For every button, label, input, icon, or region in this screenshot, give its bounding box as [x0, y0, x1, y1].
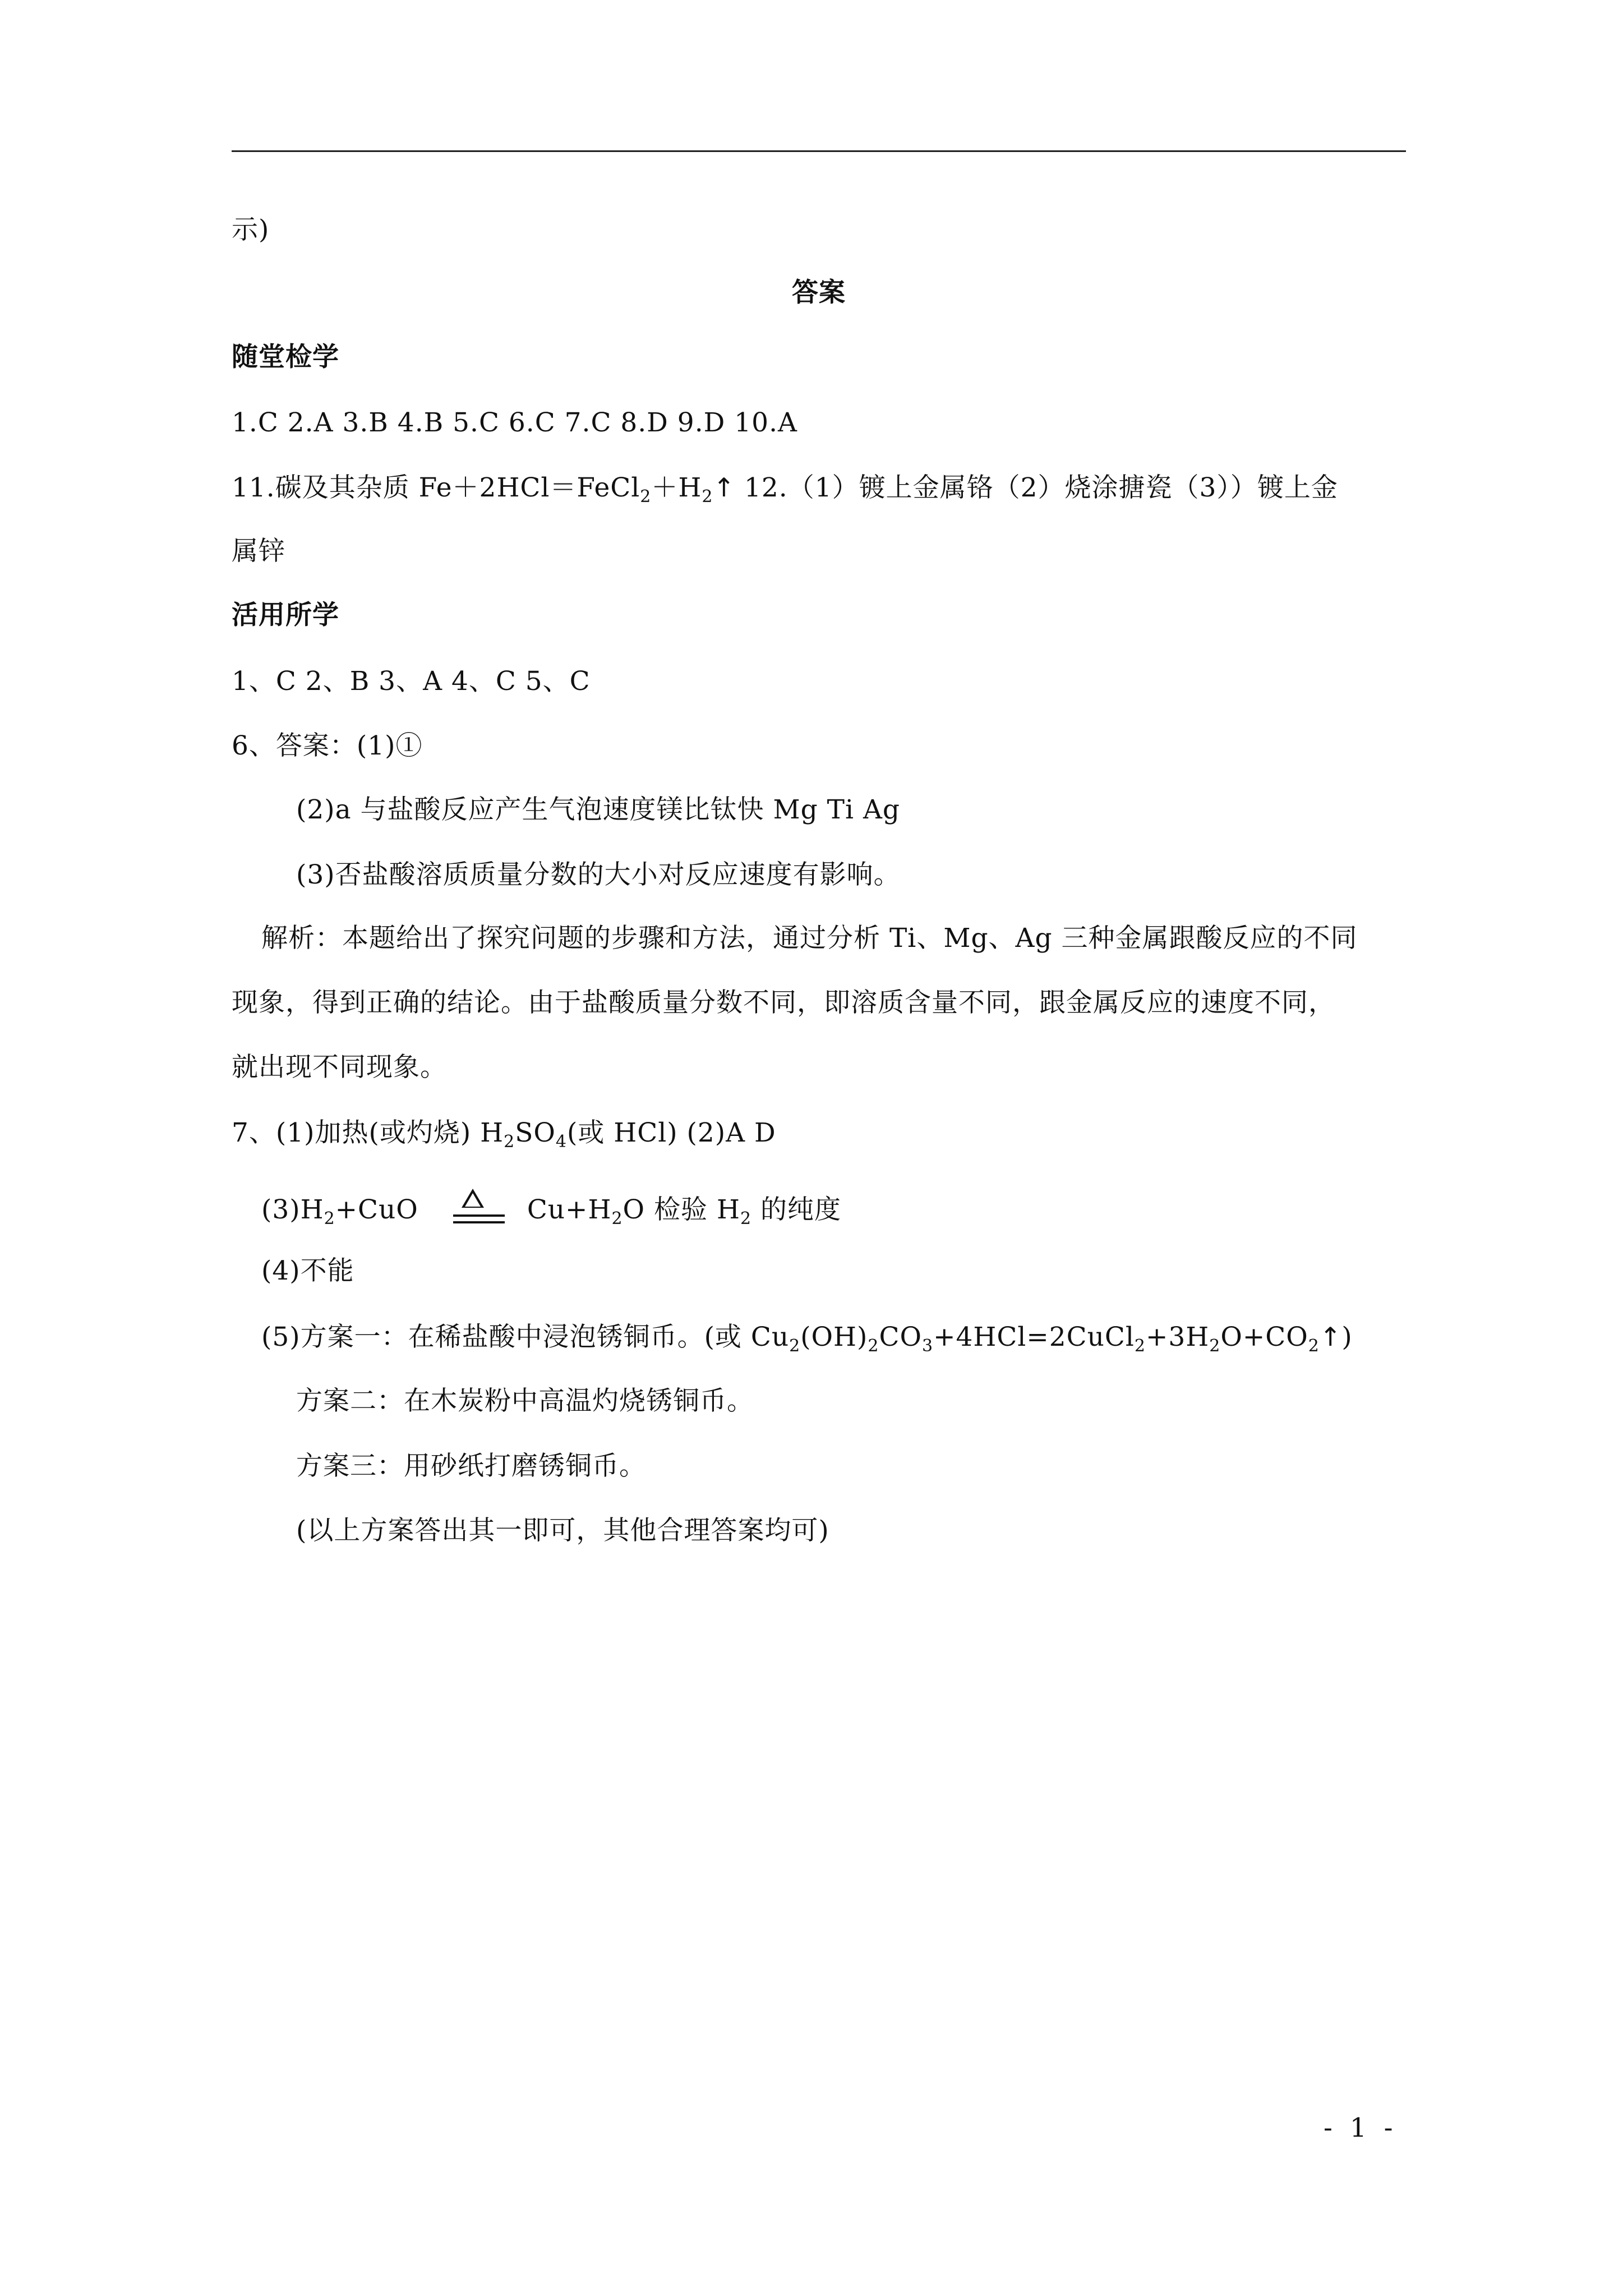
subscript: 2 [1209, 1336, 1221, 1356]
analysis-line-1: 解析：本题给出了探究问题的步骤和方法，通过分析 Ti、Mg、Ag 三种金属跟酸反应的不同 [261, 923, 1358, 954]
q11-subscript: 2 [640, 487, 652, 507]
q7-3-text: +CuO [335, 1194, 418, 1225]
q7-5-text: (OH) [800, 1322, 868, 1352]
q11-text-mid: ＋H [651, 472, 702, 503]
q7-5-text: ) [1341, 1322, 1353, 1352]
q7-3-text: 的纯度 [751, 1194, 841, 1225]
subscript: 2 [789, 1336, 801, 1356]
answer-11-12 [232, 471, 1338, 505]
q7-5-text: CO [879, 1322, 922, 1352]
page-number: - 1 - [1324, 2113, 1398, 2143]
gas-arrow-icon: ↑ [1319, 1322, 1342, 1352]
q7-1-text: SO [515, 1117, 556, 1148]
q7-5-text: +4HCl=2CuCl [933, 1322, 1135, 1352]
subscript: 2 [504, 1132, 515, 1152]
answer-7-part-3 [261, 1193, 841, 1227]
section-heading-apply: 活用所学 [232, 600, 339, 631]
q7-3-text: O 检验 H [623, 1194, 740, 1225]
answer-12-continued: 属锌 [232, 536, 285, 567]
q11-text: 11.碳及其杂质 Fe＋2HCl＝FeCl [232, 472, 640, 503]
plan-three: 方案三：用砂纸打磨锈铜币。 [296, 1451, 646, 1481]
plan-two: 方案二：在木炭粉中高温灼烧锈铜币。 [296, 1386, 754, 1416]
analysis-line-3: 就出现不同现象。 [232, 1052, 447, 1083]
q7-3-text: Cu+H [527, 1194, 612, 1225]
q7-5-text: +3H [1145, 1322, 1210, 1352]
q7-3-text: (3)H [261, 1194, 324, 1225]
answer-7-part-4: (4)不能 [261, 1255, 354, 1286]
answer-7-part-5 [261, 1320, 1353, 1354]
answer-6-title: 6、答案：(1)① [232, 730, 423, 761]
answer-6-part-2: (2)a 与盐酸反应产生气泡速度镁比钛快 Mg Ti Ag [296, 794, 900, 825]
subscript: 2 [611, 1209, 623, 1228]
answer-title: 答案 [792, 277, 846, 308]
q12-text: 12.（1）镀上金属铬（2）烧涂搪瓷（3））镀上金 [735, 472, 1338, 503]
q7-1-text: 7、(1)加热(或灼烧) H [232, 1117, 504, 1148]
q7-5-text: (5)方案一：在稀盐酸中浸泡锈铜币。(或 Cu [261, 1322, 790, 1352]
subscript: 2 [324, 1209, 335, 1228]
section-heading-class-check: 随堂检学 [232, 342, 339, 372]
choice-answers-1: 1.C 2.A 3.B 4.B 5.C 6.C 7.C 8.D 9.D 10.A [232, 407, 797, 438]
continuation-text: 示) [232, 214, 270, 245]
q7-1-text: (或 HCl) (2)A D [567, 1117, 776, 1148]
choice-answers-2: 1、C 2、B 3、A 4、C 5、C [232, 666, 591, 697]
analysis-line-2: 现象，得到正确的结论。由于盐酸质量分数不同，即溶质含量不同，跟金属反应的速度不同， [232, 987, 1335, 1018]
q11-subscript: 2 [702, 487, 713, 507]
subscript: 2 [1134, 1336, 1146, 1356]
q7-5-text: O+CO [1220, 1322, 1308, 1352]
answer-note: (以上方案答出其一即可，其他合理答案均可) [296, 1515, 829, 1546]
answer-7-part-1 [232, 1116, 776, 1150]
gas-arrow-icon: ↑ [713, 472, 736, 503]
answer-6-part-3: (3)否盐酸溶质质量分数的大小对反应速度有影响。 [296, 859, 901, 890]
heating-condition-icon [431, 1193, 515, 1227]
subscript: 2 [1308, 1336, 1320, 1356]
subscript: 4 [555, 1132, 568, 1152]
subscript: 3 [921, 1336, 934, 1356]
header-rule [232, 150, 1406, 152]
subscript: 2 [740, 1209, 752, 1228]
subscript: 2 [868, 1336, 879, 1356]
